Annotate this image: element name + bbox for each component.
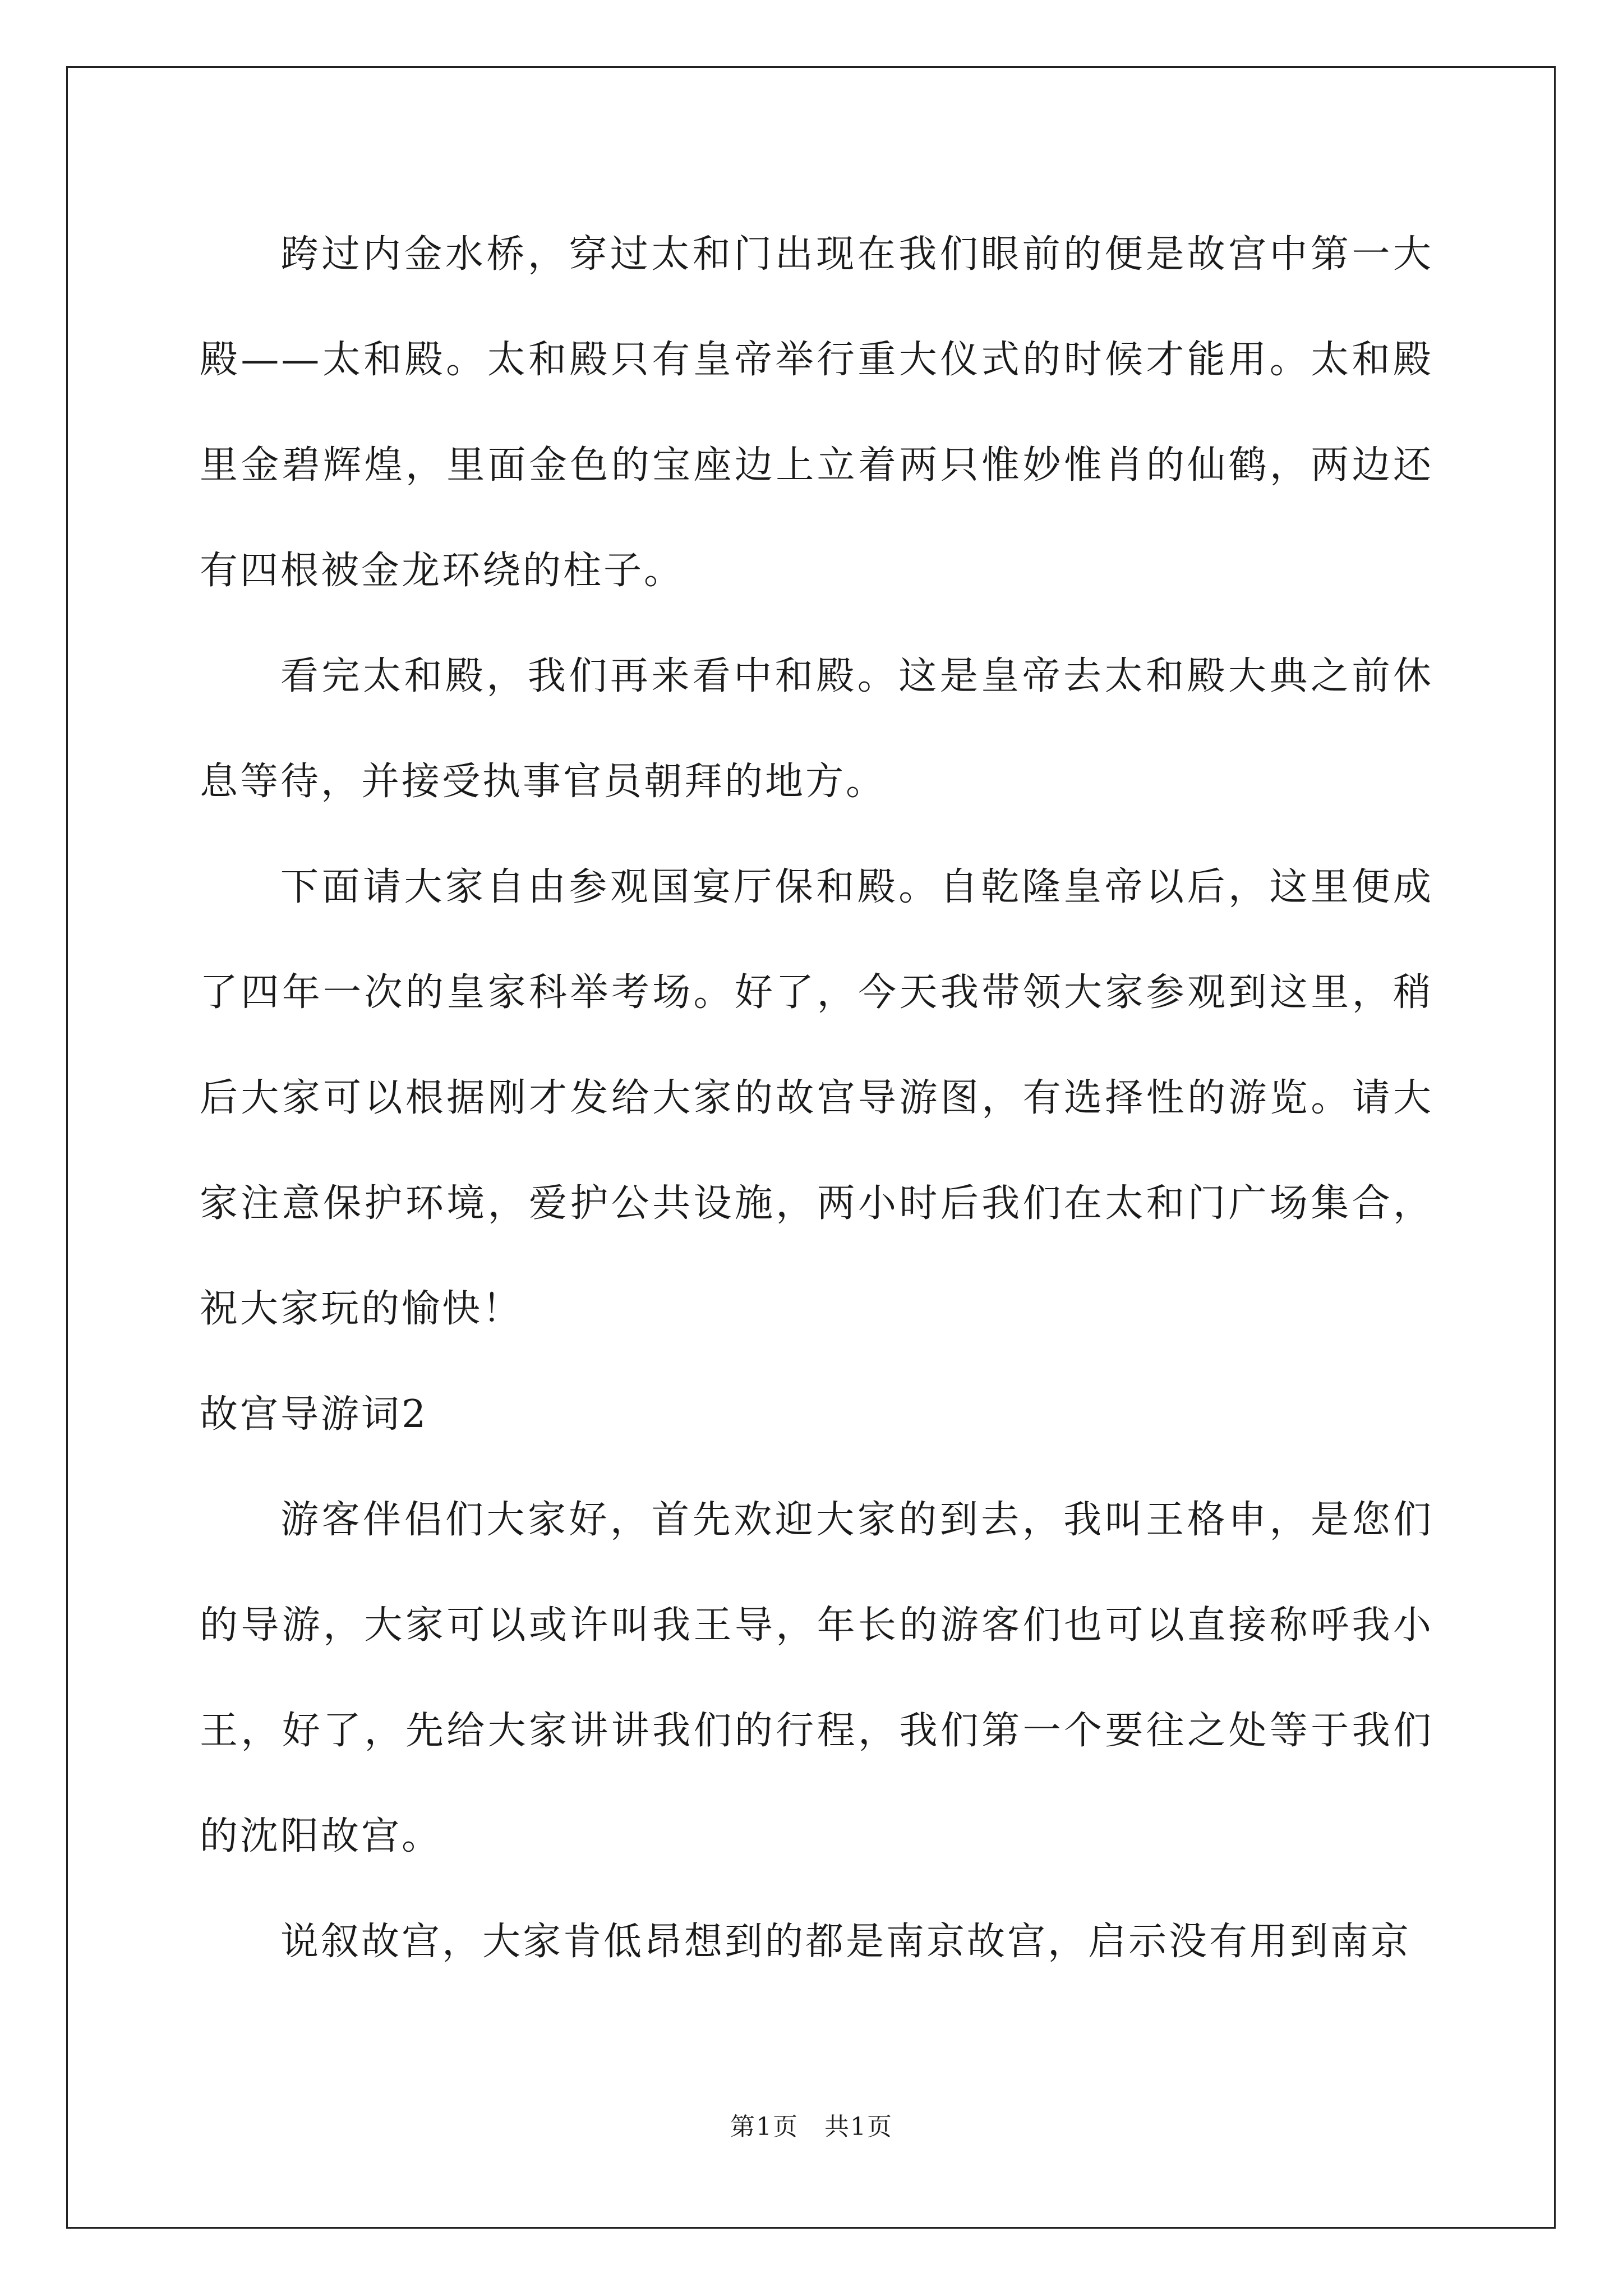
paragraph-greeting: 游客伴侣们大家好，首先欢迎大家的到去，我叫王格申，是您们的导游，大家可以或许叫我王导，年长的游客们也可以直接称呼我小王，好了，先给大家讲讲我们的行程，我们第一个要往之处等于我们的沈阳故宫。 xyxy=(200,1498,1433,1858)
paragraph-baohe-hall: 下面请大家自由参观国宴厅保和殿。自乾隆皇帝以后，这里便成了四年一次的皇家科举考场。好了，今天我带领大家参观到这里，稍后大家可以根据刚才发给大家的故宫导游图，有选择性的游览。请大家注意保护环境，爱护公共设施，两小时后我们在太和门广场集合，祝大家玩的愉快！ xyxy=(200,865,1433,1331)
paragraph-taihe-hall: 跨过内金水桥，穿过太和门出现在我们眼前的便是故宫中第一大殿——太和殿。太和殿只有皇帝举行重大仪式的时候才能用。太和殿里金碧辉煌，里面金色的宝座边上立着两只惟妙惟肖的仙鹤，两边还有四根被金龙环绕的柱子。 xyxy=(200,232,1433,593)
paragraph-zhonghe-hall: 看完太和殿，我们再来看中和殿。这是皇帝去太和殿大典之前休息等待，并接受执事官员朝拜的地方。 xyxy=(200,654,1433,804)
page-footer: 第1页 共1页 xyxy=(730,2113,893,2141)
section-title: 故宫导游词2 xyxy=(200,1392,428,1437)
paragraph-palace-intro: 说叙故宫，大家肯低昂想到的都是南京故宫，启示没有用到南京 xyxy=(280,1920,1412,1964)
document-body xyxy=(200,202,1433,1995)
